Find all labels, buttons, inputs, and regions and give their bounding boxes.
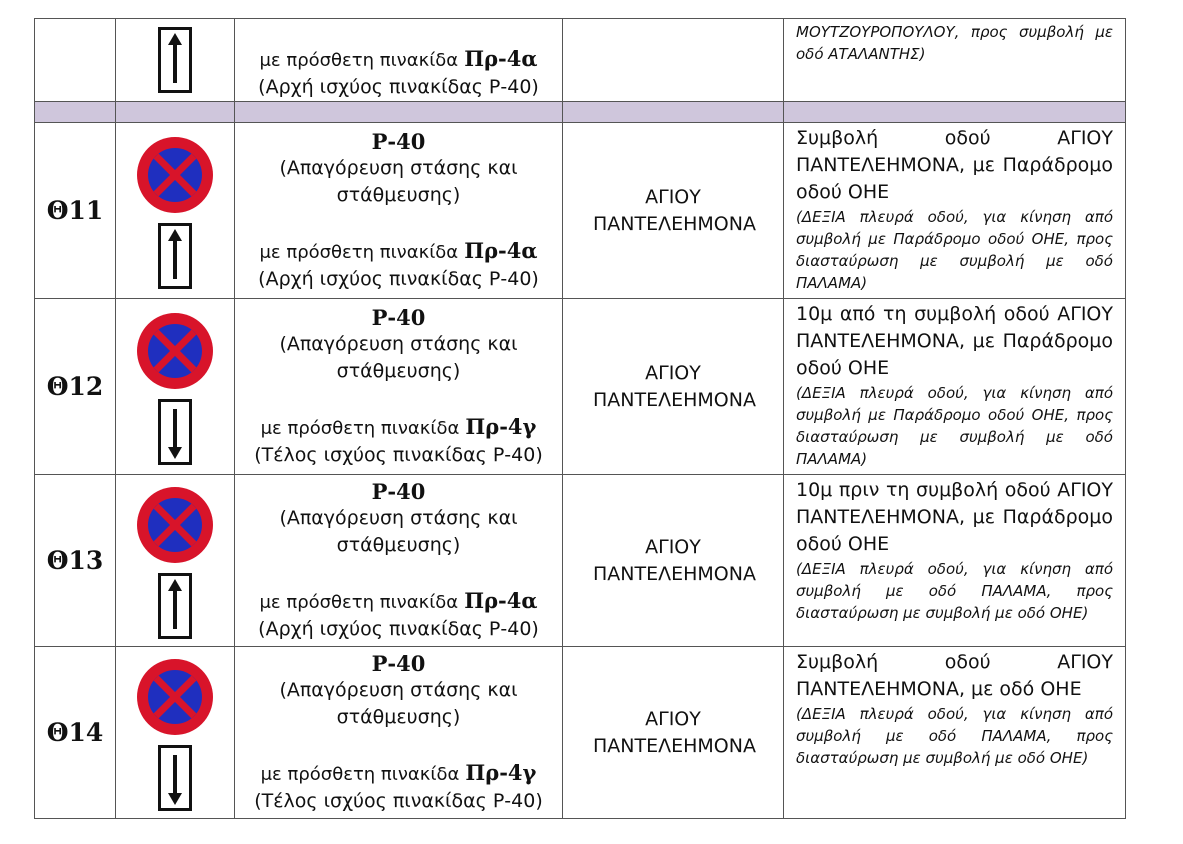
location-note: (ΔΕΞΙΑ πλευρά οδού, για κίνηση από συμβολή με Παράδρομο οδού ΟΗΕ, προς διασταύρωση με συμβολή με οδό ΠΑΛΑΜΑ) xyxy=(796,208,1113,292)
sign-id: Θ11 xyxy=(35,123,116,299)
sub-sign-description: (Αρχή ισχύος πινακίδας Ρ-40) xyxy=(258,268,539,290)
sign-id: Θ12 xyxy=(35,299,116,475)
sub-sign-code: Πρ-4γ xyxy=(465,414,537,439)
location-main: 10μ από τη συμβολή οδού ΑΓΙΟΥ ΠΑΝΤΕΛΕΗΜΟΝΑ, με Παράδρομο οδού ΟΗΕ xyxy=(796,303,1113,379)
sub-sign-prefix: με πρόσθετη πινακίδα xyxy=(260,418,460,439)
description-cell xyxy=(235,299,563,475)
street-name: ΑΓΙΟΥ ΠΑΝΤΕΛΕΗΜΟΝΑ xyxy=(563,647,784,819)
street-name: ΑΓΙΟΥ ΠΑΝΤΕΛΕΗΜΟΝΑ xyxy=(563,475,784,647)
sign-code: Ρ-40 xyxy=(371,479,426,504)
location-cell xyxy=(784,19,1126,102)
sign-cell xyxy=(116,299,235,475)
sign-code: Ρ-40 xyxy=(371,305,426,330)
sign-cell xyxy=(116,475,235,647)
sub-sign-description: (Τέλος ισχύος πινακίδας Ρ-40) xyxy=(254,790,543,812)
table-row-continuation xyxy=(35,19,1126,102)
no-stopping-sign-icon xyxy=(116,655,234,739)
sub-sign-prefix: με πρόσθετη πινακίδα xyxy=(259,242,459,263)
sign-description: (Απαγόρευση στάσης και στάθμευσης) xyxy=(279,333,518,382)
sign-description: (Απαγόρευση στάσης και στάθμευσης) xyxy=(279,157,518,206)
sub-sign-code: Πρ-4γ xyxy=(465,760,537,785)
location-note: (ΔΕΞΙΑ πλευρά οδού, για κίνηση από συμβολή με οδό ΠΑΛΑΜΑ, προς διασταύρωση με συμβολή με οδό ΟΗΕ) xyxy=(796,705,1113,767)
sign-cell xyxy=(116,19,235,102)
location-cell xyxy=(784,647,1126,819)
description-cell xyxy=(235,19,563,102)
table-row xyxy=(35,123,1126,299)
table-row xyxy=(35,475,1126,647)
sign-cell xyxy=(116,123,235,299)
sub-sign-description: (Τέλος ισχύος πινακίδας Ρ-40) xyxy=(254,444,543,466)
start-arrow-plate-icon xyxy=(116,573,234,639)
location-main: Συμβολή οδού ΑΓΙΟΥ ΠΑΝΤΕΛΕΗΜΟΝΑ, με οδό ΟΗΕ xyxy=(796,651,1113,700)
location-cell xyxy=(784,123,1126,299)
sub-sign-description: (Αρχή ισχύος πινακίδας Ρ-40) xyxy=(258,76,539,98)
sub-sign-code: Πρ-4α xyxy=(464,238,538,263)
sub-sign-description: (Αρχή ισχύος πινακίδας Ρ-40) xyxy=(258,618,539,640)
sign-description: (Απαγόρευση στάσης και στάθμευσης) xyxy=(279,507,518,556)
street-cell xyxy=(563,19,784,102)
sign-cell xyxy=(116,647,235,819)
sub-sign-code: Πρ-4α xyxy=(464,46,538,71)
table-row xyxy=(35,647,1126,819)
sign-rows xyxy=(35,123,1126,819)
sub-sign-code: Πρ-4α xyxy=(464,588,538,613)
description-cell xyxy=(235,475,563,647)
street-name: ΑΓΙΟΥ ΠΑΝΤΕΛΕΗΜΟΝΑ xyxy=(563,299,784,475)
sign-id: Θ14 xyxy=(35,647,116,819)
sign-code: Ρ-40 xyxy=(371,651,426,676)
no-stopping-sign-icon xyxy=(116,309,234,393)
street-name: ΑΓΙΟΥ ΠΑΝΤΕΛΕΗΜΟΝΑ xyxy=(563,123,784,299)
sub-sign-prefix: με πρόσθετη πινακίδα xyxy=(259,50,459,71)
signs-table xyxy=(34,18,1126,819)
no-stopping-sign-icon xyxy=(116,483,234,567)
sign-description: (Απαγόρευση στάσης και στάθμευσης) xyxy=(279,679,518,728)
description-cell xyxy=(235,123,563,299)
location-note: ΜΟΥΤΖΟΥΡΟΠΟΥΛΟΥ, προς συμβολή με οδό ΑΤΑΛΑΝΤΗΣ) xyxy=(796,23,1113,63)
table-row xyxy=(35,299,1126,475)
no-stopping-sign-icon xyxy=(116,133,234,217)
end-arrow-plate-icon xyxy=(116,745,234,811)
start-arrow-plate-icon xyxy=(116,27,234,93)
location-cell xyxy=(784,299,1126,475)
sign-code: Ρ-40 xyxy=(371,129,426,154)
sub-sign-prefix: με πρόσθετη πινακίδα xyxy=(260,764,460,785)
separator-row xyxy=(35,102,1126,123)
start-arrow-plate-icon xyxy=(116,223,234,289)
code-cell xyxy=(35,19,116,102)
location-main: 10μ πριν τη συμβολή οδού ΑΓΙΟΥ ΠΑΝΤΕΛΕΗΜΟΝΑ, με Παράδρομο οδού ΟΗΕ xyxy=(796,479,1113,555)
location-cell xyxy=(784,475,1126,647)
location-main: Συμβολή οδού ΑΓΙΟΥ ΠΑΝΤΕΛΕΗΜΟΝΑ, με Παράδρομο οδού ΟΗΕ xyxy=(796,127,1113,203)
description-cell xyxy=(235,647,563,819)
sub-sign-prefix: με πρόσθετη πινακίδα xyxy=(259,592,459,613)
location-note: (ΔΕΞΙΑ πλευρά οδού, για κίνηση από συμβολή με οδό ΠΑΛΑΜΑ, προς διασταύρωση με συμβολή με οδό ΟΗΕ) xyxy=(796,560,1113,622)
sign-id: Θ13 xyxy=(35,475,116,647)
location-note: (ΔΕΞΙΑ πλευρά οδού, για κίνηση από συμβολή με Παράδρομο οδού ΟΗΕ, προς διασταύρωση με συμβολή με οδό ΠΑΛΑΜΑ) xyxy=(796,384,1113,468)
end-arrow-plate-icon xyxy=(116,399,234,465)
